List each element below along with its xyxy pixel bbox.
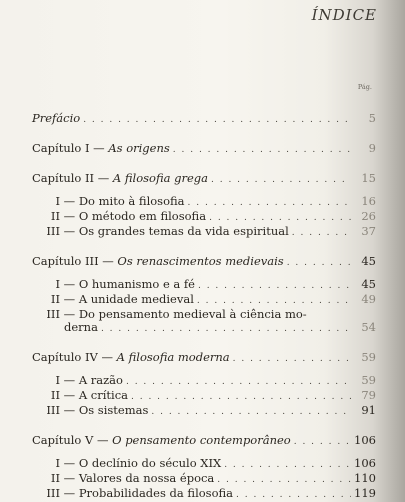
section-title: Os sistemas — [78, 403, 149, 417]
leader-dots — [188, 197, 351, 210]
toc-page-number: 9 — [368, 141, 376, 155]
chapter-prefix: Capítulo I — — [32, 141, 105, 155]
chapter-prefix: Capítulo V — — [32, 433, 109, 447]
toc-page-number: 37 — [361, 224, 376, 238]
toc-page-number: 59 — [361, 373, 376, 387]
section-title: Os grandes temas da vida espiritual — [78, 224, 289, 238]
chapter-prefix: Capítulo IV — — [32, 350, 113, 364]
toc-page-number: 16 — [361, 194, 376, 208]
toc-page-number: 45 — [361, 277, 376, 291]
toc-chapter-4 — [32, 351, 376, 366]
toc-section: III — Os sistemas . . . 91 — [32, 404, 376, 419]
toc-section: II — A unidade medieval . . . 49 — [32, 293, 376, 308]
section-number: I — [55, 277, 60, 291]
toc-page-number: 59 — [361, 350, 376, 364]
toc-section: III — Probabilidades da filosofia . . . 119 — [32, 487, 376, 502]
leader-dots — [173, 144, 351, 157]
toc-section: I — O humanismo e a fé . . . 45 — [32, 278, 376, 293]
section-number: I — [55, 456, 60, 470]
chapter-title: A filosofia grega — [112, 171, 209, 185]
toc-page-number: 45 — [361, 254, 376, 268]
toc-section: II — Valores da nossa época . . . 110 — [32, 472, 376, 487]
leader-dots — [233, 353, 351, 366]
section-number: II — [50, 388, 60, 402]
toc-page-number: 54 — [361, 320, 376, 334]
section-title: A crítica — [78, 388, 128, 402]
toc-section: I — O declínio do século XIX . . . 106 — [32, 457, 376, 472]
leader-dots — [224, 459, 351, 472]
toc-page-number: 79 — [361, 388, 376, 402]
section-number: III — [46, 224, 60, 238]
leader-dots — [217, 474, 351, 487]
toc-page-number: 106 — [354, 456, 376, 470]
section-number: II — [50, 209, 60, 223]
toc-page-number: 106 — [354, 433, 376, 447]
toc-section: I — Do mito à filosofia . . . 16 — [32, 195, 376, 210]
chapter-title: Os renascimentos medievais — [117, 254, 284, 268]
section-title-continuation: derna — [64, 320, 98, 334]
leader-dots — [131, 391, 351, 404]
section-number: I — [55, 194, 60, 208]
leader-dots — [236, 489, 351, 502]
section-number: I — [55, 373, 60, 387]
page-column-label: Pág. — [357, 83, 372, 91]
section-number: II — [50, 292, 60, 306]
toc-section: III — Do pensamento medieval à ciência mo- — [32, 308, 376, 321]
toc-page-number: 26 — [361, 209, 376, 223]
toc-page-number: 5 — [368, 111, 376, 125]
section-title: O declínio do século XIX — [78, 456, 222, 470]
leader-dots — [211, 174, 351, 187]
section-number: III — [46, 486, 60, 500]
section-title: Do pensamento medieval à ciência mo- — [78, 307, 307, 321]
chapter-prefix: Capítulo III — — [32, 254, 114, 268]
section-number: III — [46, 403, 60, 417]
leader-dots — [151, 406, 351, 419]
section-title: Valores da nossa época — [78, 471, 215, 485]
toc-section: I — A razão . . . 59 — [32, 374, 376, 389]
leader-dots — [83, 114, 351, 127]
section-title: O humanismo e a fé — [78, 277, 195, 291]
toc-entry-label: Prefácio — [32, 111, 81, 125]
toc-chapter-5 — [32, 434, 376, 449]
toc-page-number: 91 — [361, 403, 376, 417]
toc-section: III — Os grandes temas da vida espiritual . . . 37 — [32, 225, 376, 240]
table-of-contents — [32, 112, 376, 502]
toc-page-number: 110 — [354, 471, 376, 485]
section-title: Do mito à filosofia — [78, 194, 185, 208]
section-number: II — [50, 471, 60, 485]
toc-chapter-3 — [32, 255, 376, 270]
toc-section: II — O método em filosofia . . . 26 — [32, 210, 376, 225]
chapter-title: As origens — [108, 141, 170, 155]
toc-page-number: 15 — [361, 171, 376, 185]
toc-section: II — A crítica . . . 79 — [32, 389, 376, 404]
leader-dots — [294, 436, 351, 449]
chapter-title: O pensamento contemporâneo — [112, 433, 291, 447]
page-title: ÍNDICE — [311, 6, 377, 24]
toc-page-number: 49 — [361, 292, 376, 306]
leader-dots — [101, 323, 351, 336]
leader-dots — [287, 257, 351, 270]
section-title: A unidade medieval — [78, 292, 194, 306]
section-number: III — [46, 307, 60, 321]
leader-dots — [292, 227, 351, 240]
toc-section-continuation — [32, 321, 376, 336]
toc-chapter-2 — [32, 172, 376, 187]
section-title: A razão — [78, 373, 123, 387]
chapter-prefix: Capítulo II — — [32, 171, 110, 185]
toc-entry-prefacio — [32, 112, 376, 127]
section-title: O método em filosofia — [78, 209, 207, 223]
section-title: Probabilidades da filosofia — [78, 486, 234, 500]
toc-chapter-1 — [32, 142, 376, 157]
leader-dots — [198, 280, 351, 293]
chapter-title: A filosofia moderna — [116, 350, 230, 364]
leader-dots — [126, 376, 351, 389]
toc-page-number: 119 — [354, 486, 376, 500]
